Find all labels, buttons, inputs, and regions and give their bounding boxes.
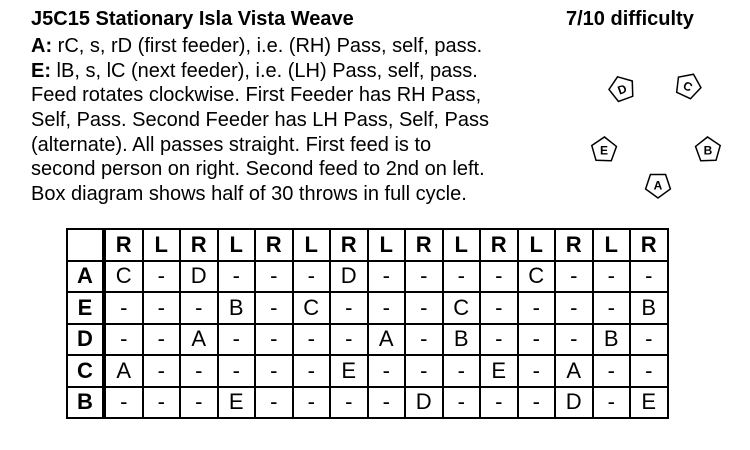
throw-cell: - <box>368 355 406 387</box>
hand-header: R <box>180 229 218 261</box>
throw-cell: - <box>593 355 631 387</box>
hand-header-row <box>67 229 668 261</box>
throw-cell: - <box>405 261 443 293</box>
throw-cell: A <box>180 324 218 356</box>
throw-cell: B <box>630 292 668 324</box>
table-row-a <box>67 261 668 293</box>
throw-cell: - <box>518 387 556 419</box>
throw-cell: - <box>293 261 331 293</box>
throw-cell: - <box>480 292 518 324</box>
hand-header: R <box>104 229 143 261</box>
throw-cell: - <box>180 292 218 324</box>
hand-header: R <box>255 229 293 261</box>
throw-cell: - <box>180 387 218 419</box>
throw-cell: - <box>218 355 256 387</box>
hand-header: L <box>218 229 256 261</box>
line-text: Box diagram shows half of 30 throws in full cycle. <box>31 183 467 206</box>
table-row-e <box>67 292 668 324</box>
line-text: lB, s, lC (next feeder), i.e. (LH) Pass, self, pass. <box>51 59 478 82</box>
hand-header: L <box>143 229 181 261</box>
throw-cell: A <box>368 324 406 356</box>
difficulty-rating: 7/10 difficulty <box>566 8 694 30</box>
juggler-e-pentagon <box>588 134 619 165</box>
row-juggler-label: E <box>67 292 104 324</box>
throw-cell: - <box>255 261 293 293</box>
throw-cell: - <box>593 292 631 324</box>
hand-header: R <box>405 229 443 261</box>
juggler-d-label: D <box>615 81 629 98</box>
throw-cell: - <box>143 387 181 419</box>
line-text: second person on right. Second feed to 2nd on left. <box>31 158 485 181</box>
row-juggler-label: D <box>67 324 104 356</box>
throw-cell: C <box>293 292 331 324</box>
throw-cell: D <box>180 261 218 293</box>
throw-cell: - <box>518 324 556 356</box>
throw-cell: - <box>480 324 518 356</box>
throw-cell: - <box>630 261 668 293</box>
juggler-d-pentagon <box>606 73 637 104</box>
table-row-b <box>67 387 668 419</box>
throw-cell: - <box>218 324 256 356</box>
throw-cell: - <box>104 387 143 419</box>
throw-cell: D <box>555 387 593 419</box>
throw-cell: - <box>293 355 331 387</box>
throw-cell: - <box>480 387 518 419</box>
throw-cell: - <box>443 387 481 419</box>
juggler-b-label: B <box>703 143 713 158</box>
throw-cell: - <box>443 355 481 387</box>
throw-cell: E <box>480 355 518 387</box>
juggler-b-pentagon <box>694 134 725 165</box>
throw-cell: - <box>143 292 181 324</box>
table-row-d <box>67 324 668 356</box>
throw-cell: - <box>555 292 593 324</box>
throw-cell: - <box>518 355 556 387</box>
juggler-c-pentagon <box>672 69 704 101</box>
throw-cell: - <box>593 387 631 419</box>
throw-cell: - <box>443 261 481 293</box>
throw-cell: - <box>368 292 406 324</box>
line-label: A: <box>31 35 53 57</box>
throw-cell: - <box>293 387 331 419</box>
juggler-c-label: C <box>680 78 695 95</box>
throw-cell: - <box>255 324 293 356</box>
page-title: J5C15 Stationary Isla Vista Weave <box>31 8 354 30</box>
throw-cell: - <box>405 324 443 356</box>
juggler-a-label: A <box>653 178 663 193</box>
throw-cell: - <box>630 355 668 387</box>
throw-cell: - <box>593 261 631 293</box>
row-juggler-label: A <box>67 261 104 293</box>
throw-cell: - <box>218 261 256 293</box>
row-juggler-label: B <box>67 387 104 419</box>
throw-cell: D <box>330 261 368 293</box>
throw-cell: E <box>630 387 668 419</box>
throw-cell: - <box>330 324 368 356</box>
hand-header: R <box>480 229 518 261</box>
corner-cell <box>67 229 104 261</box>
throw-cell: - <box>368 387 406 419</box>
box-diagram-table <box>66 228 669 419</box>
throw-cell: E <box>218 387 256 419</box>
throw-cell: - <box>143 261 181 293</box>
throw-cell: - <box>330 387 368 419</box>
juggler-e-label: E <box>599 143 609 158</box>
line-text: rC, s, rD (first feeder), i.e. (RH) Pass, self, pass. <box>52 35 483 57</box>
throw-cell: - <box>555 324 593 356</box>
hand-header: L <box>593 229 631 261</box>
throw-cell: B <box>218 292 256 324</box>
throw-cell: C <box>518 261 556 293</box>
hand-header: R <box>330 229 368 261</box>
throw-cell: E <box>330 355 368 387</box>
throw-cell: B <box>443 324 481 356</box>
throw-cell: A <box>555 355 593 387</box>
hand-header: R <box>555 229 593 261</box>
throw-cell: - <box>330 292 368 324</box>
line-text: Self, Pass. Second Feeder has LH Pass, Self, Pass <box>31 109 490 132</box>
throw-cell: - <box>143 355 181 387</box>
line-text: Feed rotates clockwise. First Feeder has RH Pass, <box>31 84 482 107</box>
line-text: (alternate). All passes straight. First feed is to <box>31 133 432 156</box>
throw-cell: - <box>405 292 443 324</box>
throw-cell: - <box>143 324 181 356</box>
throw-cell: - <box>180 355 218 387</box>
hand-header: L <box>443 229 481 261</box>
throw-cell: D <box>405 387 443 419</box>
throw-cell: - <box>480 261 518 293</box>
hand-header: L <box>293 229 331 261</box>
throw-cell: - <box>104 292 143 324</box>
throw-cell: - <box>255 387 293 419</box>
row-juggler-label: C <box>67 355 104 387</box>
throw-cell: B <box>593 324 631 356</box>
throw-cell: A <box>104 355 143 387</box>
throw-cell: - <box>518 292 556 324</box>
hand-header: L <box>368 229 406 261</box>
line-label: E: <box>31 59 51 82</box>
throw-cell: C <box>443 292 481 324</box>
throw-cell: - <box>104 324 143 356</box>
throw-cell: - <box>255 292 293 324</box>
throw-cell: - <box>405 355 443 387</box>
hand-header: L <box>518 229 556 261</box>
throw-cell: - <box>293 324 331 356</box>
throw-cell: C <box>104 261 143 293</box>
throw-cell: - <box>368 261 406 293</box>
juggler-a-pentagon <box>646 175 671 199</box>
table-row-c <box>67 355 668 387</box>
hand-header: R <box>630 229 668 261</box>
throw-cell: - <box>630 324 668 356</box>
throw-cell: - <box>255 355 293 387</box>
throw-cell: - <box>555 261 593 293</box>
